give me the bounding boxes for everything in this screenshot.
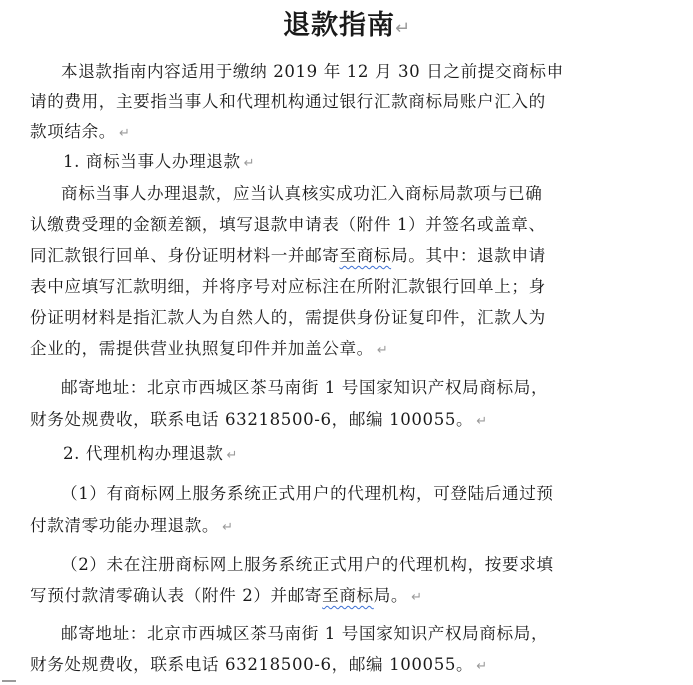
paragraph-mark-icon: ↵ (243, 156, 255, 171)
paragraph-mark-icon: ↵ (118, 126, 130, 141)
section-2-item-2-line-1: （2）未在注册商标网上服务系统正式用户的代理机构，按要求填 (61, 555, 554, 574)
section-1-heading: 1. 商标当事人办理退款 ↵ (63, 152, 255, 171)
intro-line-3: 款项结余。 ↵ (30, 122, 130, 141)
section-1-line-3: 同汇款银行回单、身份证明材料一并邮寄至商标局。其中：退款申请 (30, 246, 546, 265)
section-1-line-6: 企业的，需提供营业执照复印件并加盖公章。 ↵ (30, 339, 388, 358)
paragraph-mark-icon: ↵ (476, 659, 488, 674)
document-title (0, 6, 693, 49)
intro-line-1: 本退款指南内容适用于缴纳 2019 年 12 月 30 日之前提交商标申 (61, 62, 564, 81)
section-2-heading: 2. 代理机构办理退款 ↵ (63, 444, 238, 463)
section-1-line-1: 商标当事人办理退款，应当认真核实成功汇入商标局款项与已确 (61, 184, 543, 203)
intro-line-2: 请的费用，主要指当事人和代理机构通过银行汇款商标局账户汇入的 (30, 92, 546, 111)
section-1-line-5: 份证明材料是指汇款人为自然人的，需提供身份证复印件，汇款人为 (30, 308, 546, 327)
section-2-item-2-line-2: 写预付款清零确认表（附件 2）并邮寄至商标局。 ↵ (30, 586, 423, 605)
spellcheck-underline[interactable]: 至商标 (339, 246, 392, 265)
paragraph-mark-icon: ↵ (476, 414, 488, 429)
section-2-item-1-line-1: （1）有商标网上服务系统正式用户的代理机构，可登陆后通过预 (61, 484, 554, 503)
section-2-item-1-line-2: 付款清零功能办理退款。 ↵ (30, 516, 234, 535)
paragraph-mark-icon: ↵ (376, 343, 388, 358)
title-text: 退款指南 (282, 10, 395, 41)
spellcheck-underline[interactable]: 至商标 (322, 586, 374, 605)
paragraph-mark-icon: ↵ (394, 18, 411, 39)
paragraph-mark-icon: ↵ (222, 520, 234, 535)
section-1-line-4: 表中应填写汇款明细，并将序号对应标注在所附汇款银行回单上；身 (30, 277, 546, 296)
text-cursor-mark (2, 680, 16, 682)
section-2-address-line-1: 邮寄地址：北京市西城区茶马南街 1 号国家知识产权局商标局， (61, 624, 549, 643)
section-1-line-2: 认缴费受理的金额差额，填写退款申请表（附件 1）并签名或盖章、 (30, 215, 546, 234)
paragraph-mark-icon: ↵ (226, 448, 238, 463)
section-2-address-line-2: 财务处规费收，联系电话 63218500-6，邮编 100055。 ↵ (30, 655, 488, 674)
section-1-address-line-2: 财务处规费收，联系电话 63218500-6，邮编 100055。 ↵ (30, 410, 488, 429)
section-1-address-line-1: 邮寄地址：北京市西城区茶马南街 1 号国家知识产权局商标局， (61, 378, 549, 397)
paragraph-mark-icon: ↵ (411, 590, 423, 605)
